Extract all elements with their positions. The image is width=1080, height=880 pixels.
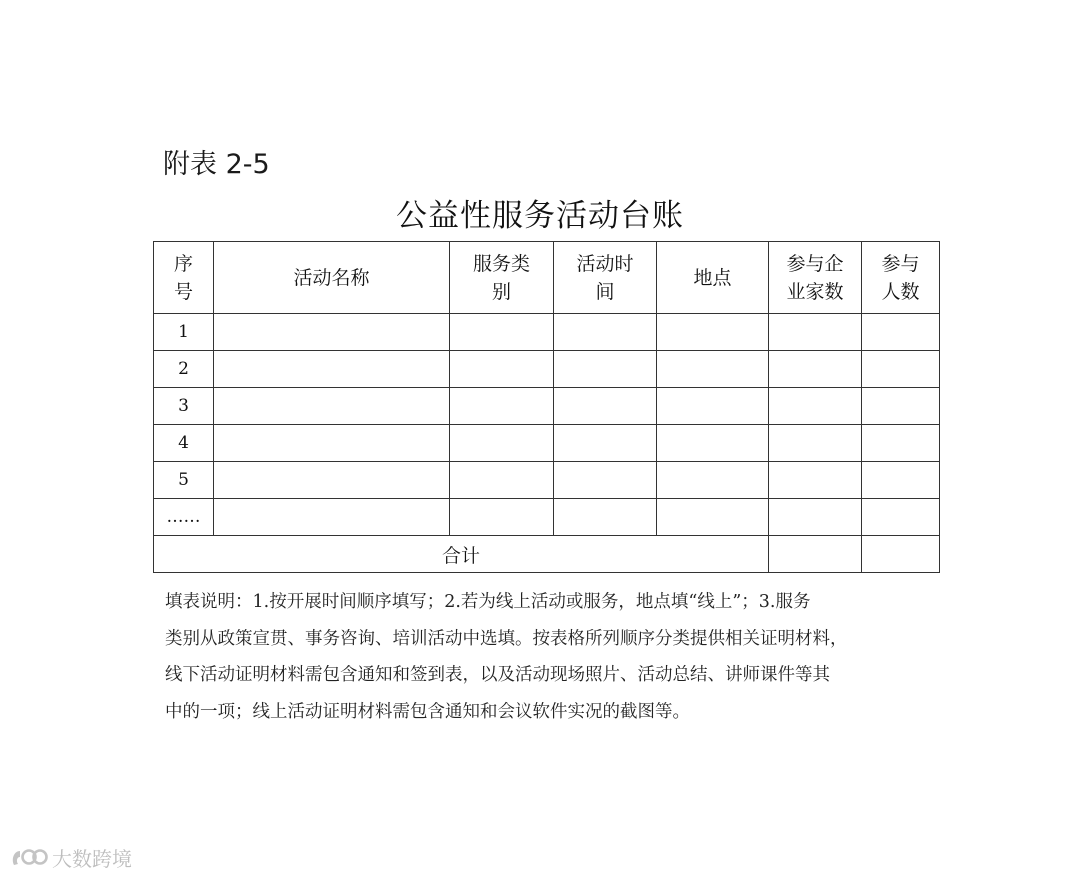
header-activity-name: 活动名称 [214, 242, 450, 314]
cell-activity-time [554, 314, 657, 351]
header-index: 序 号 [154, 242, 214, 314]
instruction-line: 类别从政策宣贯、事务咨询、培训活动中选填。按表格所列顺序分类提供相关证明材料， [165, 628, 848, 649]
cell-people-count [862, 388, 940, 425]
cell-activity-time [554, 499, 657, 536]
watermark [10, 843, 132, 872]
cell-people-count [862, 425, 940, 462]
instruction-line: 线下活动证明材料需包含通知和签到表，以及活动现场照片、活动总结、讲师课件等其 [165, 665, 830, 685]
ledger-table [153, 241, 940, 573]
cell-index: …… [154, 499, 214, 536]
cell-location [657, 462, 769, 499]
header-activity-time: 活动时 间 [554, 242, 657, 314]
cell-service-category [450, 388, 554, 425]
cell-activity-time [554, 388, 657, 425]
table-row [154, 388, 940, 425]
total-row [154, 536, 940, 573]
total-company-count [769, 536, 862, 573]
filling-instructions [165, 584, 925, 730]
logo-icon [10, 845, 48, 871]
cell-service-category [450, 425, 554, 462]
cell-company-count [769, 462, 862, 499]
cell-company-count [769, 388, 862, 425]
cell-location [657, 499, 769, 536]
table-row [154, 314, 940, 351]
watermark-text: 大数跨境 [52, 847, 132, 871]
cell-location [657, 314, 769, 351]
header-location: 地点 [657, 242, 769, 314]
cell-index: 3 [154, 388, 214, 425]
header-people-count: 参与 人数 [862, 242, 940, 314]
cell-activity-name [214, 388, 450, 425]
cell-activity-time [554, 425, 657, 462]
cell-index: 1 [154, 314, 214, 351]
cell-company-count [769, 425, 862, 462]
table-row [154, 499, 940, 536]
cell-activity-name [214, 462, 450, 499]
cell-location [657, 388, 769, 425]
cell-activity-time [554, 351, 657, 388]
table-row [154, 425, 940, 462]
cell-service-category [450, 499, 554, 536]
cell-company-count [769, 314, 862, 351]
cell-location [657, 351, 769, 388]
cell-location [657, 425, 769, 462]
cell-people-count [862, 314, 940, 351]
total-people-count [862, 536, 940, 573]
cell-activity-name [214, 314, 450, 351]
cell-company-count [769, 499, 862, 536]
cell-activity-name [214, 425, 450, 462]
total-label: 合计 [154, 536, 769, 573]
cell-index: 2 [154, 351, 214, 388]
cell-activity-name [214, 499, 450, 536]
cell-people-count [862, 499, 940, 536]
instruction-line: 填表说明：1.按开展时间顺序填写；2.若为线上活动或服务，地点填“线上”；3.服务 [165, 592, 811, 612]
table-row [154, 351, 940, 388]
cell-activity-name [214, 351, 450, 388]
cell-service-category [450, 462, 554, 499]
appendix-label: 附表 2-5 [163, 149, 270, 180]
cell-company-count [769, 351, 862, 388]
cell-index: 4 [154, 425, 214, 462]
table-row [154, 462, 940, 499]
header-company-count: 参与企 业家数 [769, 242, 862, 314]
header-service-category: 服务类 别 [450, 242, 554, 314]
cell-people-count [862, 351, 940, 388]
cell-people-count [862, 462, 940, 499]
page-title: 公益性服务活动台账 [396, 198, 684, 234]
table-header-row [154, 242, 940, 314]
cell-service-category [450, 314, 554, 351]
cell-index: 5 [154, 462, 214, 499]
instruction-line: 中的一项；线上活动证明材料需包含通知和会议软件实况的截图等。 [165, 701, 690, 722]
cell-service-category [450, 351, 554, 388]
cell-activity-time [554, 462, 657, 499]
